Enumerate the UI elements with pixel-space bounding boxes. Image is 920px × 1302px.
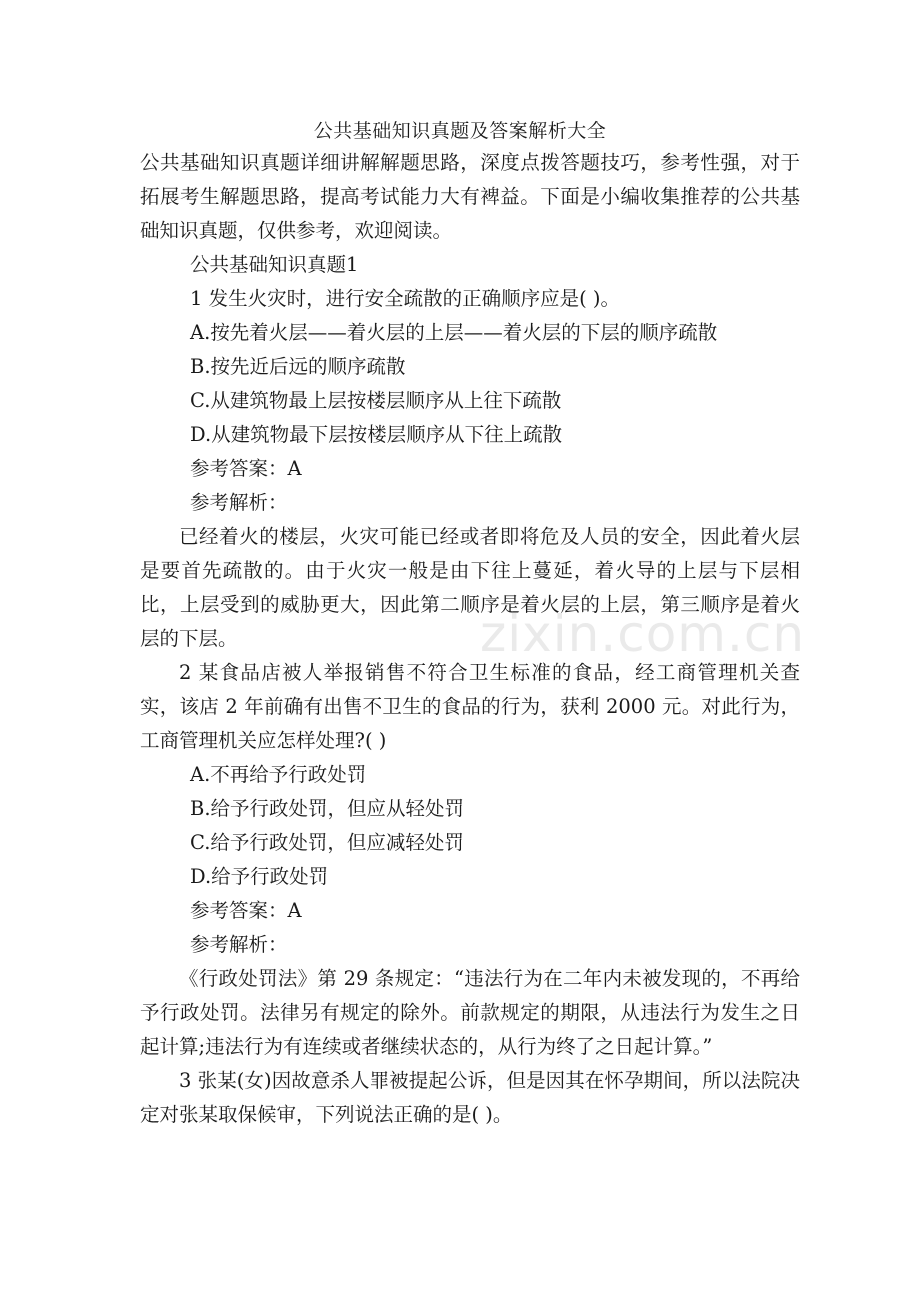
question-1-option-a: A.按先着火层——着火层的上层——着火层的下层的顺序疏散 xyxy=(190,321,718,344)
question-1-option-c: C.从建筑物最上层按楼层顺序从上往下疏散 xyxy=(190,389,562,412)
question-2-answer: 参考答案：A xyxy=(190,899,302,922)
question-2-option-c: C.给予行政处罚，但应减轻处罚 xyxy=(190,831,464,854)
question-2-stem: 2 某食品店被人举报销售不符合卫生标准的食品，经工商管理机关查实，该店 2 年前确有出售不卫生的食品的行为，获利 2000 元。对此行为，工商管理机关应怎样处理?( ) xyxy=(140,661,800,752)
intro-paragraph: 公共基础知识真题详细讲解解题思路，深度点拨答题技巧，参考性强，对于拓展考生解题思路，提高考试能力大有裨益。下面是小编收集推荐的公共基础知识真题，仅供参考，欢迎阅读。 xyxy=(140,151,800,242)
question-2-option-d: D.给予行政处罚 xyxy=(190,865,329,888)
question-1-analysis: 已经着火的楼层，火灾可能已经或者即将危及人员的安全，因此着火层是要首先疏散的。由于火灾一般是由下往上蔓延，着火导的上层与下层相比，上层受到的威胁更大，因此第二顺序是着火层的上层，第三顺序是着火层的下层。 xyxy=(140,525,800,650)
question-1-answer: 参考答案：A xyxy=(190,457,302,480)
question-2-option-a: A.不再给予行政处罚 xyxy=(190,763,367,786)
question-1-option-b: B.按先近后远的顺序疏散 xyxy=(190,355,406,378)
question-2-option-b: B.给予行政处罚，但应从轻处罚 xyxy=(190,797,465,820)
question-2-analysis-label: 参考解析： xyxy=(190,933,288,956)
question-1-analysis-label: 参考解析： xyxy=(190,491,288,514)
document-body xyxy=(140,146,800,1132)
question-2-analysis: 《行政处罚法》第 29 条规定：“违法行为在二年内未被发现的，不再给予行政处罚。法律另有规定的除外。前款规定的期限，从违法行为发生之日起计算;违法行为有连续或者继续状态的，从行为终了之日起计算。” xyxy=(140,967,800,1058)
watermark: zixin.com.cn xyxy=(480,605,806,663)
question-3-stem: 3 张某(女)因故意杀人罪被提起公诉，但是因其在怀孕期间，所以法院决定对张某取保候审，下列说法正确的是( )。 xyxy=(140,1069,800,1126)
question-1-stem: 1 发生火灾时，进行安全疏散的正确顺序应是( )。 xyxy=(190,287,621,310)
section-heading: 公共基础知识真题1 xyxy=(190,253,359,276)
question-1-option-d: D.从建筑物最下层按楼层顺序从下往上疏散 xyxy=(190,423,563,446)
document-title: 公共基础知识真题及答案解析大全 xyxy=(313,120,607,142)
